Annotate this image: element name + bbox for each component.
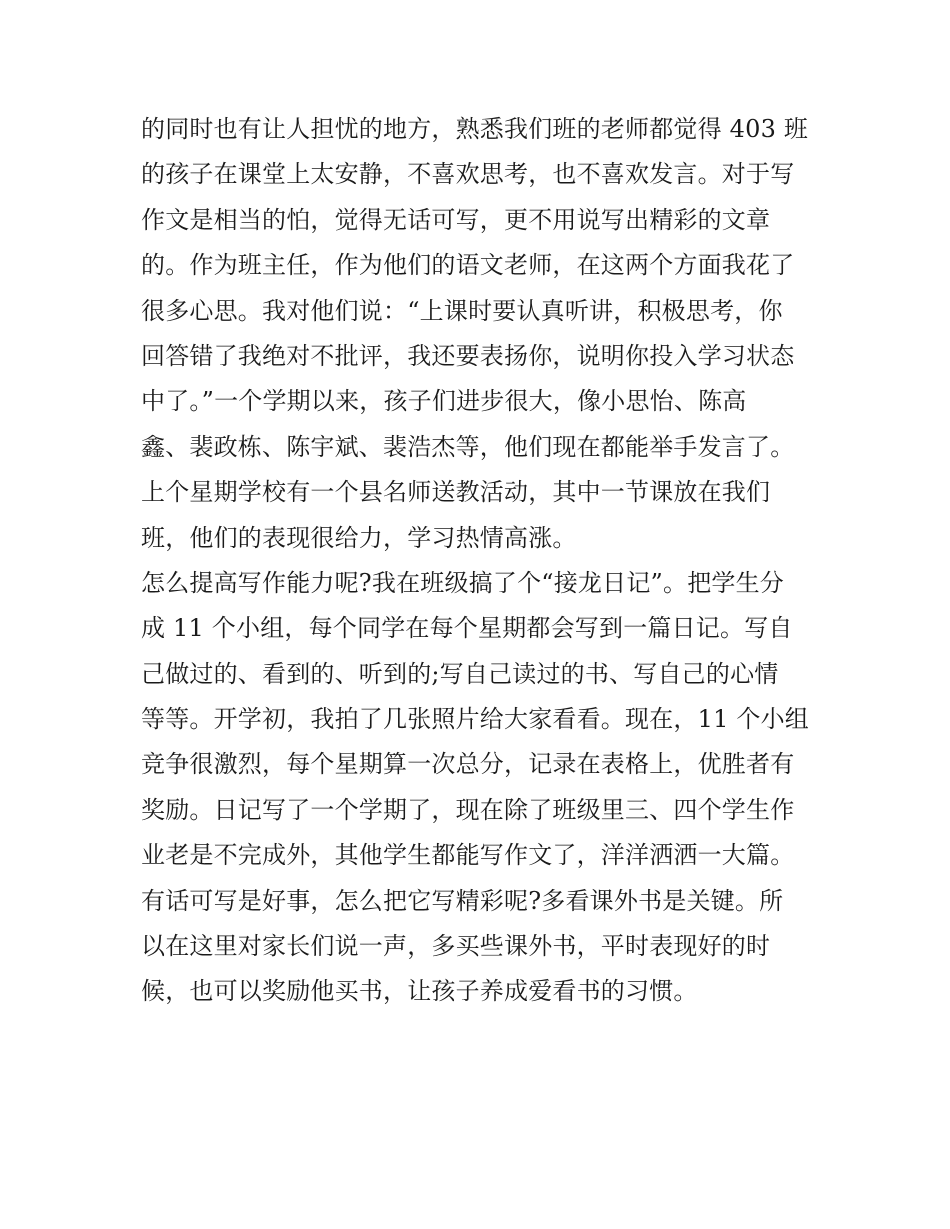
text-line: 班，他们的表现很给力，学习热情高涨。 (141, 523, 577, 552)
text-line: 上个星期学校有一个县名师送教活动，其中一节课放在我们 (141, 478, 771, 507)
text-line: 的同时也有让人担忧的地方，熟悉我们班的老师都觉得 403 班 (141, 115, 809, 143)
text-line: 奖励。日记写了一个学期了，现在除了班级里三、四个学生作 (141, 795, 795, 824)
text-line: 很多心思。我对他们说：“上课时要认真听讲，积极思考，你 (141, 296, 783, 325)
text-line: 中了。”一个学期以来，孩子们进步很大，像小思怡、陈高 (141, 387, 747, 416)
text-line: 的孩子在课堂上太安静，不喜欢思考，也不喜欢发言。对于写 (141, 160, 795, 189)
text-line: 成 11 个小组，每个同学在每个星期都会写到一篇日记。写自 (141, 614, 793, 643)
text-line: 回答错了我绝对不批评，我还要表扬你，说明你投入学习状态 (141, 341, 795, 370)
text-line: 鑫、裴政栋、陈宇斌、裴浩杰等，他们现在都能举手发言了。 (141, 432, 795, 461)
text-line: 己做过的、看到的、听到的;写自己读过的书、写自己的心情 (141, 659, 779, 688)
text-line: 以在这里对家长们说一声，多买些课外书，平时表现好的时 (141, 932, 771, 961)
text-line: 有话可写是好事，怎么把它写精彩呢?多看课外书是关键。所 (141, 886, 784, 915)
text-line: 作文是相当的怕，觉得无话可写，更不用说写出精彩的文章 (141, 205, 771, 234)
text-line: 候，也可以奖励他买书，让孩子养成爱看书的习惯。 (141, 977, 698, 1006)
text-line: 怎么提高写作能力呢?我在班级搞了个“接龙日记”。把学生分 (141, 568, 785, 597)
body-text (141, 107, 821, 1015)
text-line: 等等。开学初，我拍了几张照片给大家看看。现在，11 个小组 (141, 705, 809, 734)
text-line: 的。作为班主任，作为他们的语文老师，在这两个方面我花了 (141, 251, 795, 280)
text-line: 竞争很激烈，每个星期算一次总分，记录在表格上，优胜者有 (141, 750, 795, 779)
text-line: 业老是不完成外，其他学生都能写作文了，洋洋洒洒一大篇。 (141, 841, 795, 870)
